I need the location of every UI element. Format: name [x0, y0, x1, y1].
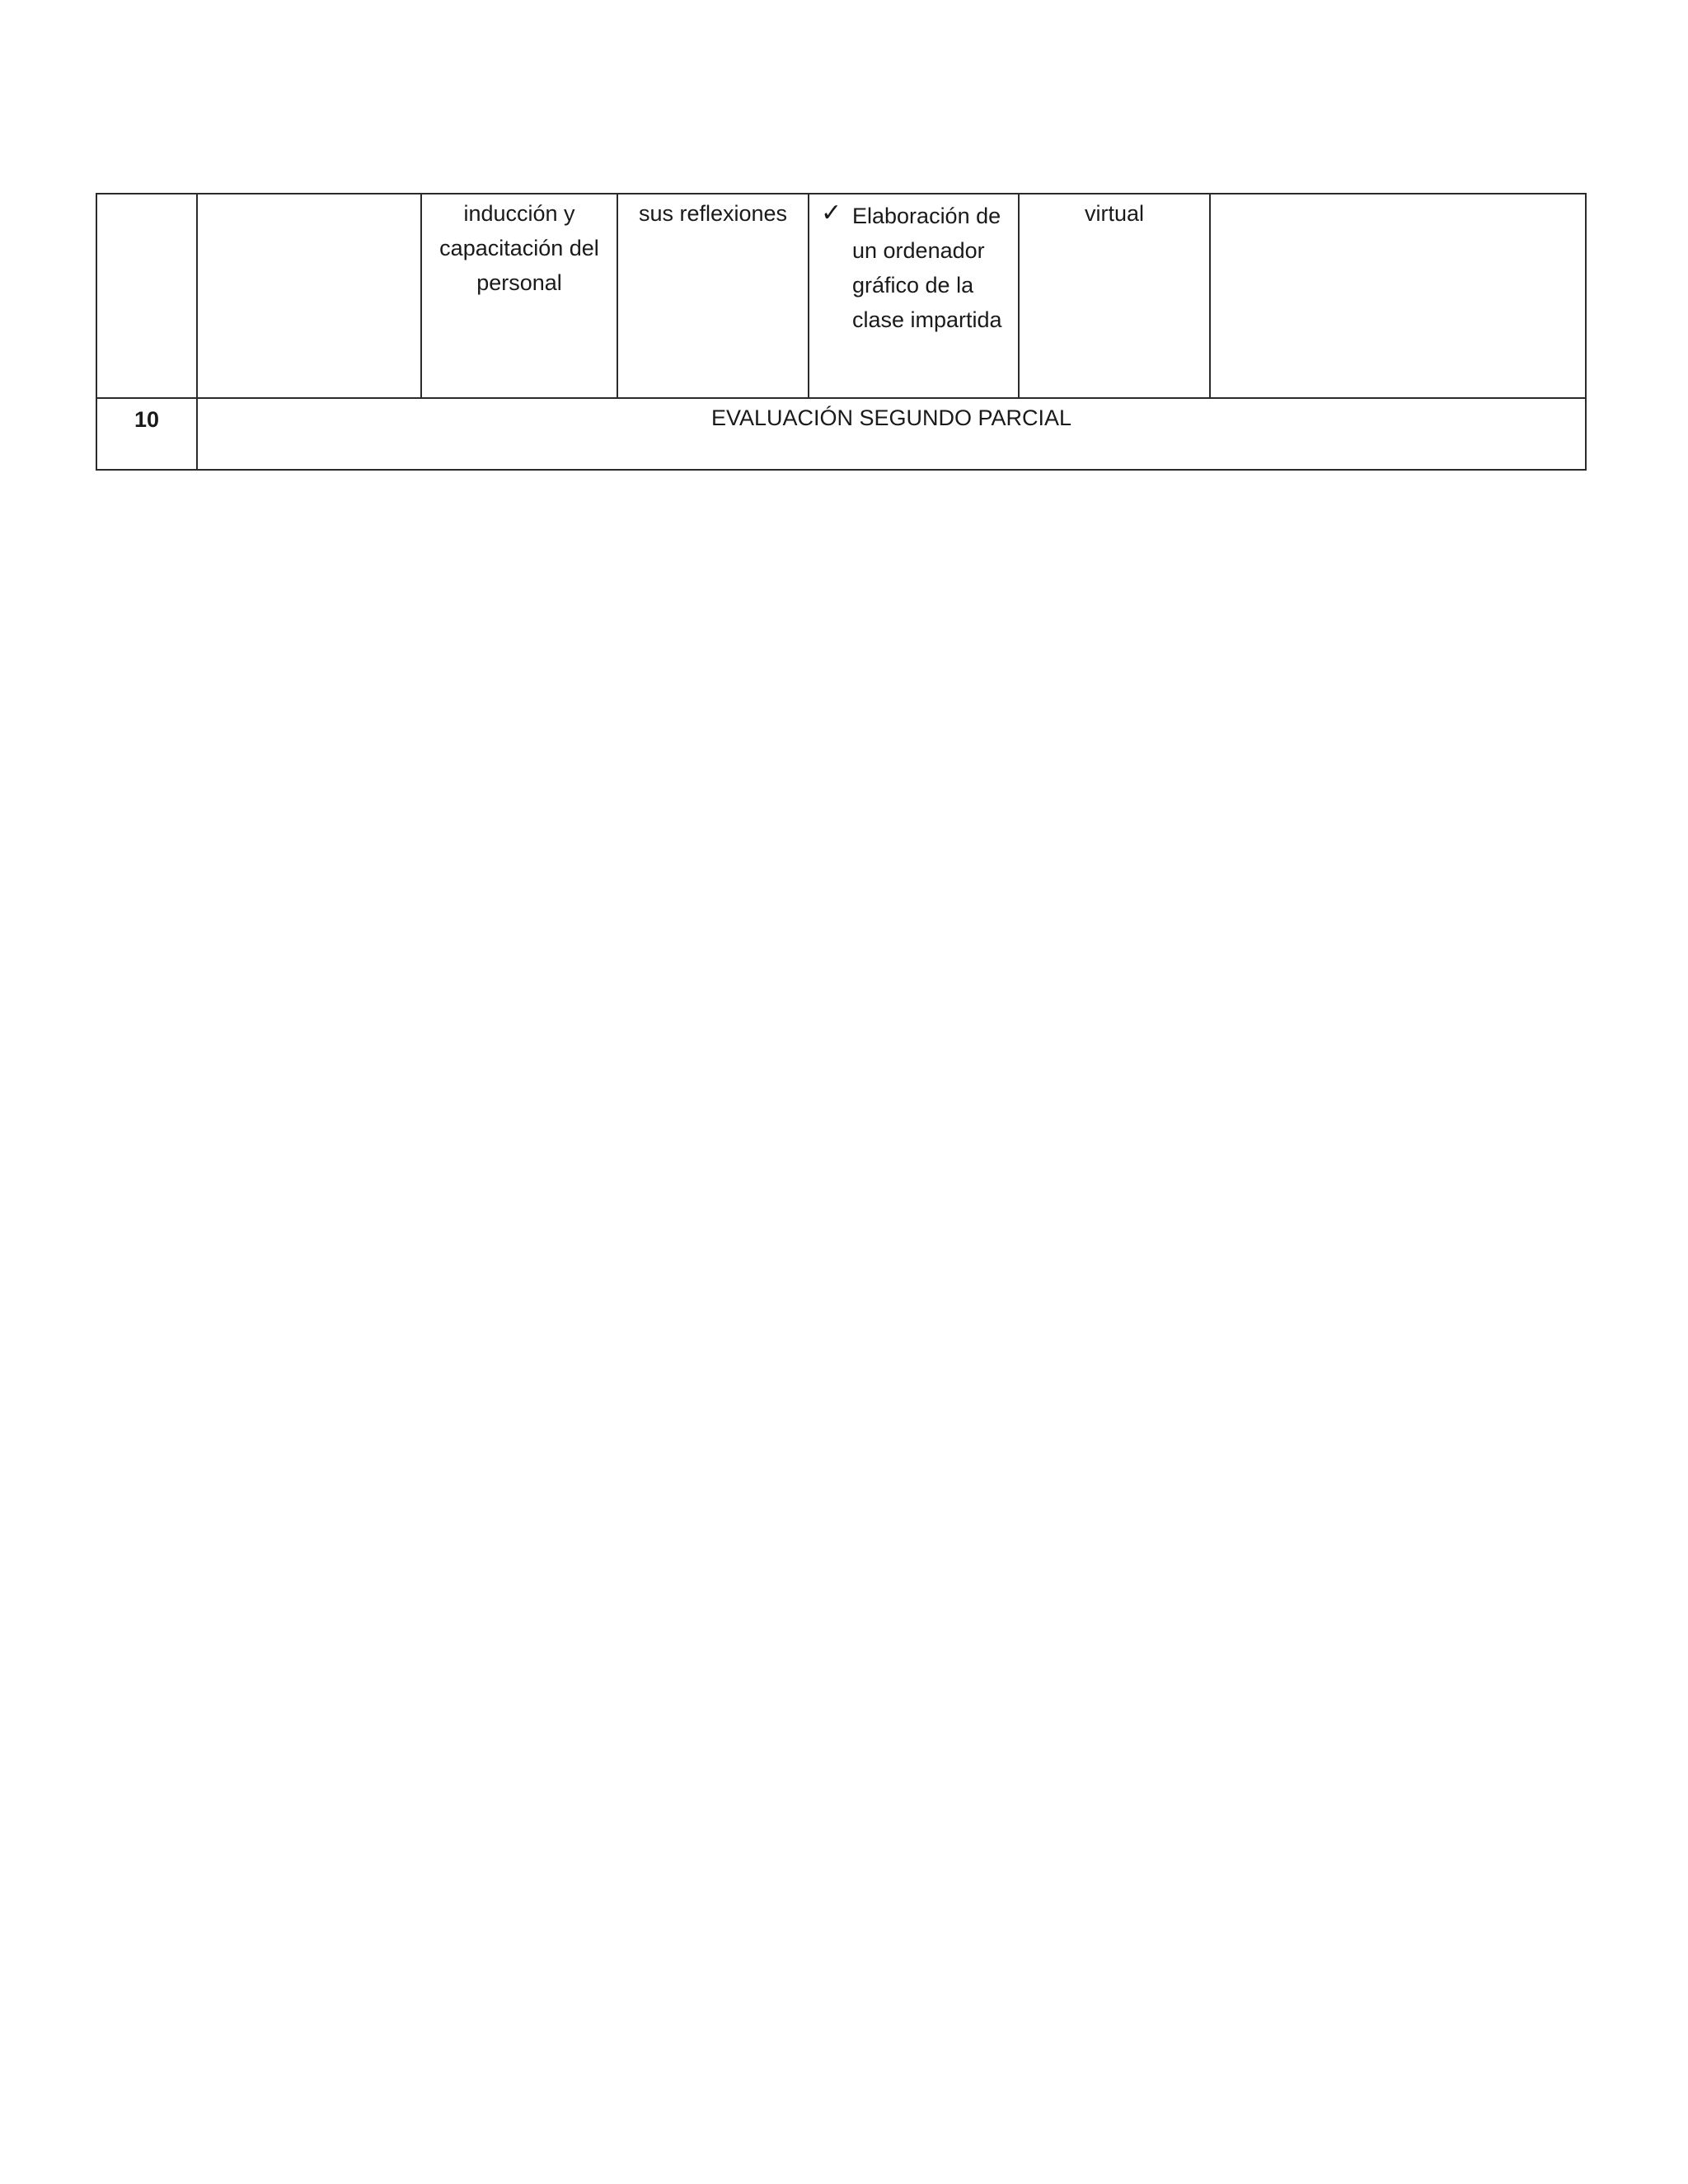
week-number: 10: [96, 398, 197, 470]
week-cell-empty: [96, 194, 197, 398]
content-cell: [421, 194, 617, 398]
activity-line: clase impartida: [852, 307, 1002, 332]
reflection-cell: [617, 194, 809, 398]
planning-table: [96, 193, 1587, 471]
activity-line: Elaboración de: [852, 204, 1001, 228]
activity-cell: [809, 194, 1019, 398]
topic-cell-empty: [197, 194, 421, 398]
activity-line: gráfico de la: [852, 273, 974, 298]
table-row: [96, 398, 1586, 470]
evaluation-title: EVALUACIÓN SEGUNDO PARCIAL: [197, 398, 1586, 470]
modality-text: virtual: [1084, 201, 1145, 226]
notes-cell-empty: [1210, 194, 1586, 398]
reflection-text: sus reflexiones: [638, 201, 788, 226]
table-row: [96, 194, 1586, 398]
content-line: inducción y: [463, 201, 575, 226]
activity-line: un ordenador: [852, 238, 985, 263]
content-line: personal: [476, 270, 562, 295]
content-line: capacitación del: [439, 236, 599, 260]
modality-cell: [1019, 194, 1210, 398]
checkmark-icon: ✓: [821, 199, 842, 227]
